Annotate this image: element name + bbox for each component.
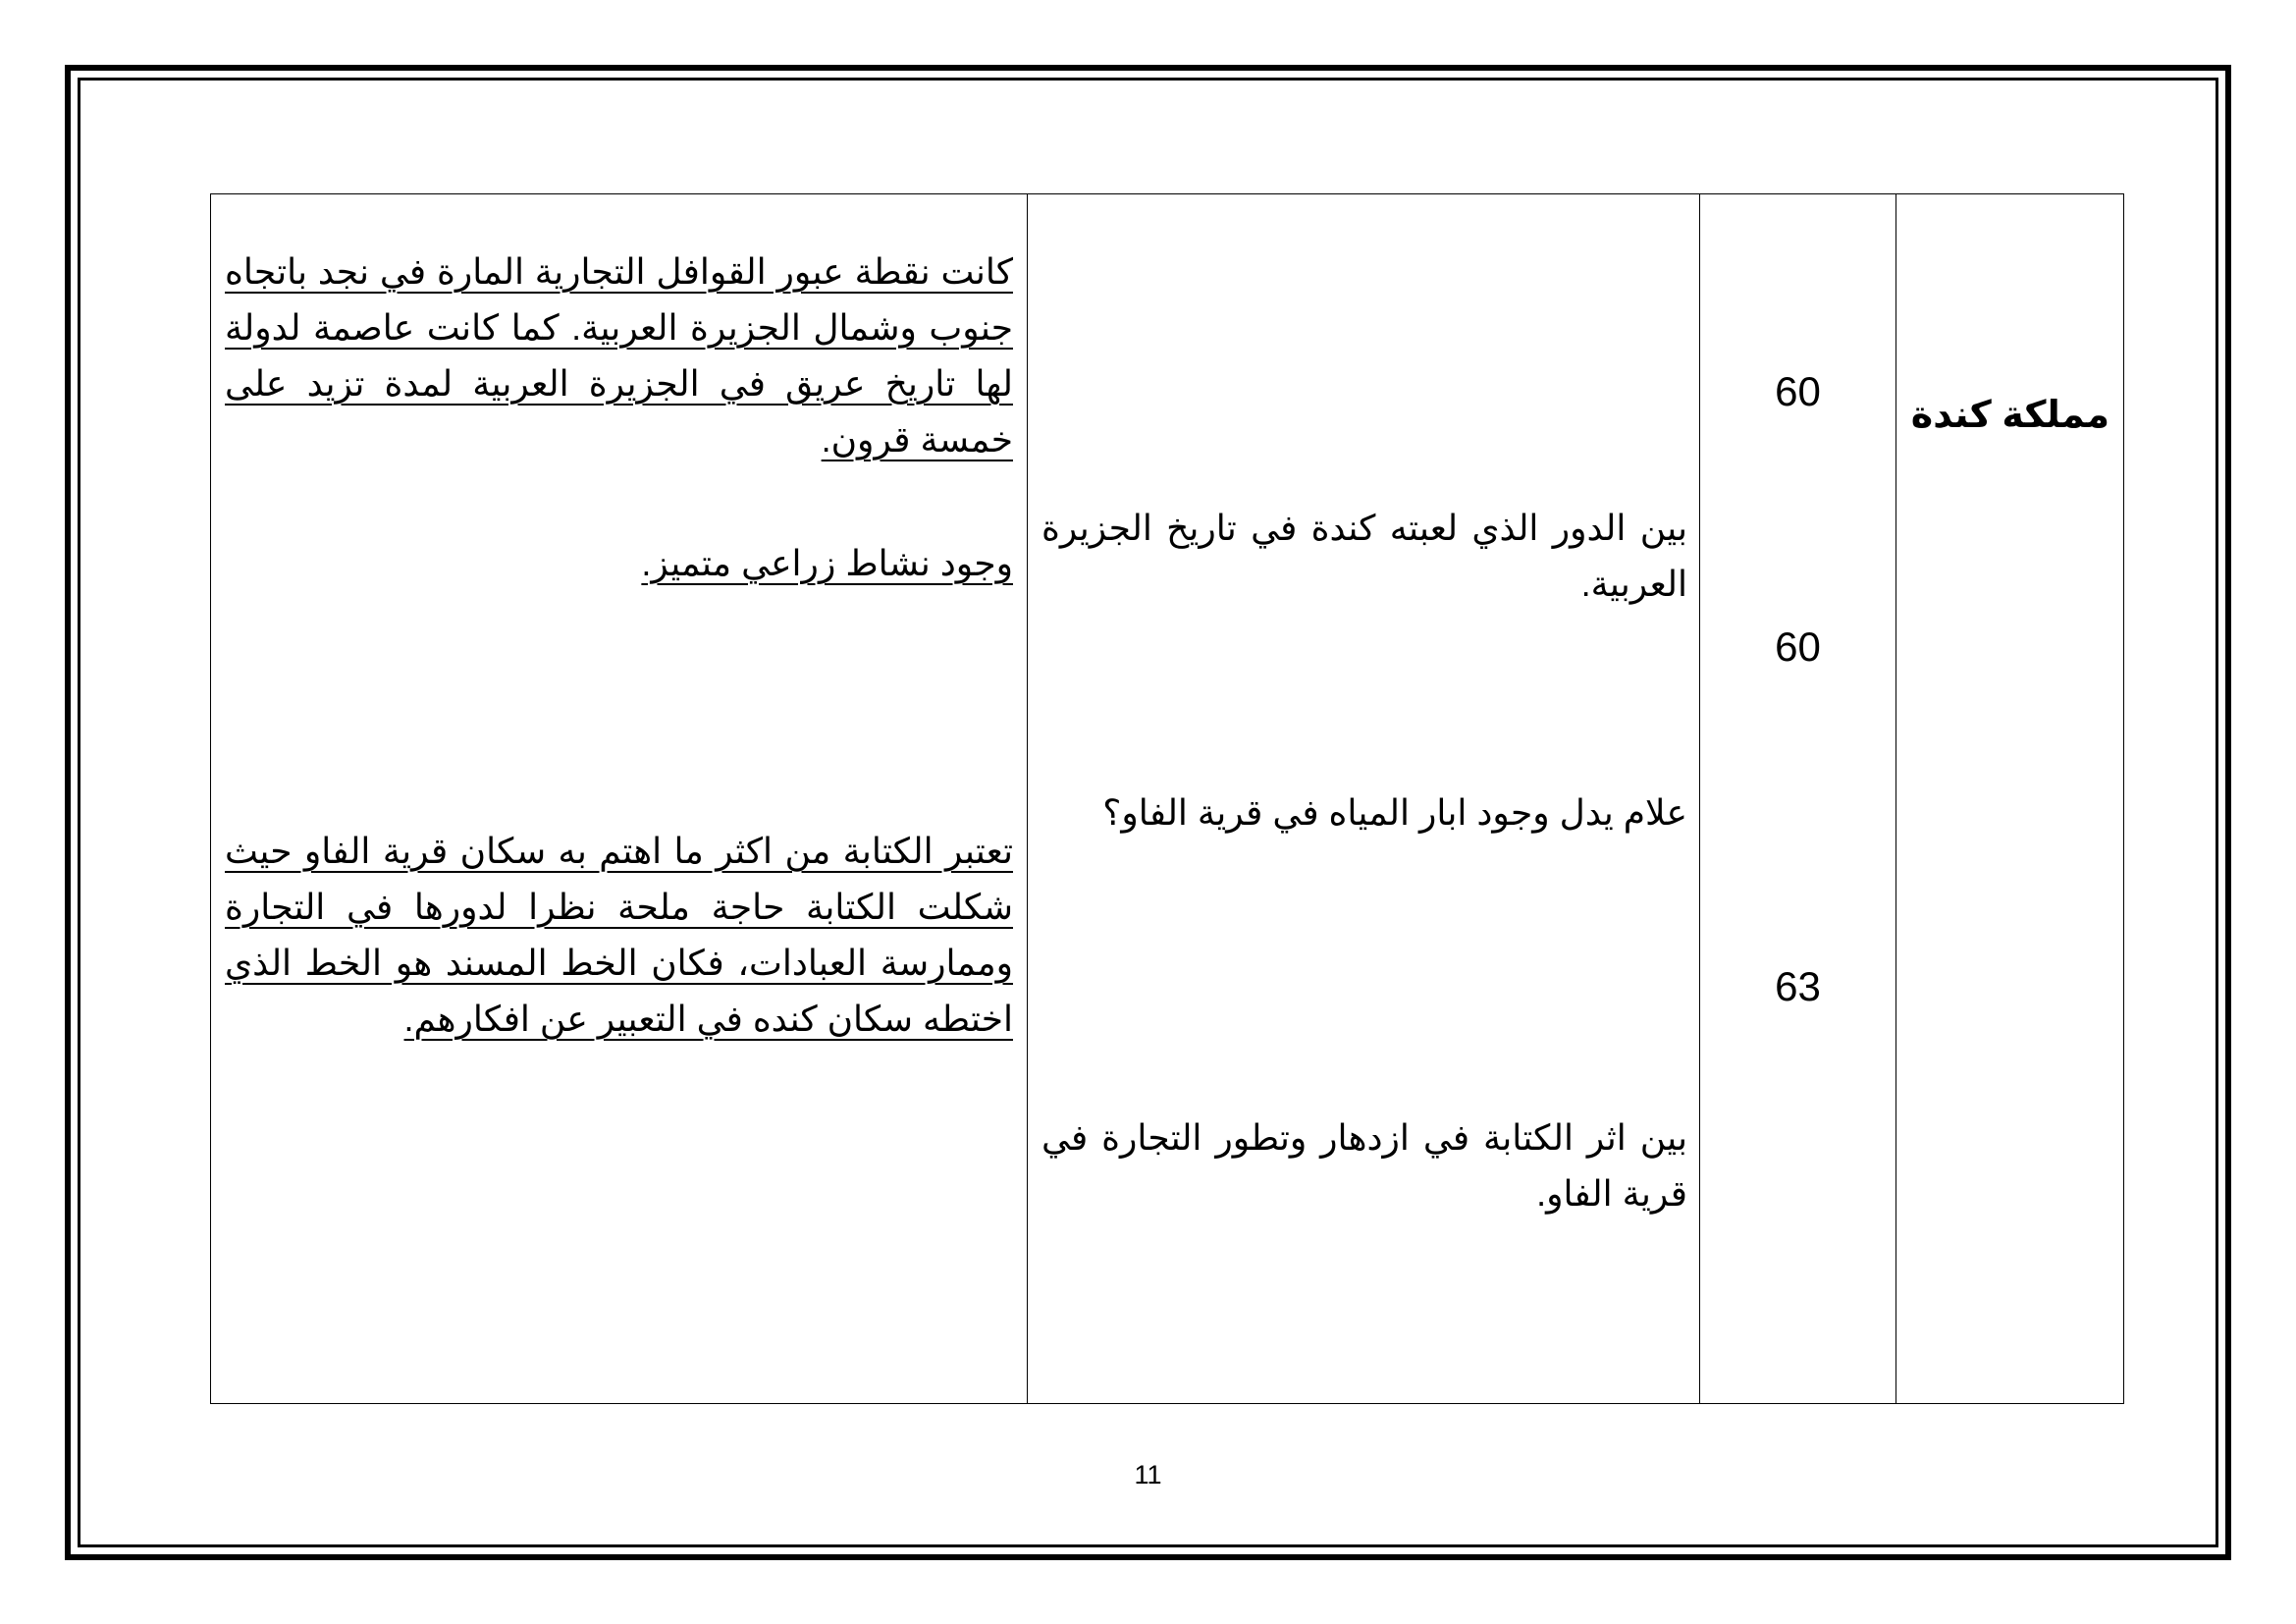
- question-1: بين الدور الذي لعبته كندة في تاريخ الجزيرة العربية.: [1041, 508, 1687, 604]
- page-number: 11: [1134, 1460, 1162, 1489]
- question-2: علام يدل وجود ابار المياه في قرية الفاو؟: [1102, 792, 1687, 833]
- answers-cell: [211, 194, 1028, 1404]
- topic-cell: [1896, 194, 2124, 1404]
- answer-2: وجود نشاط زراعي متميز.: [641, 543, 1013, 583]
- table-row: [211, 194, 2124, 1404]
- answer-3: تعتبر الكتابة من اكثر ما اهتم به سكان قرية الفاو حيث شكلت الكتابة حاجة ملحة نظرا لدورها في التجارة وممارسة العبادات، فكان الخط المسند هو الخط الذي اختطه سكان كنده في التعبير عن افكارهم.: [225, 831, 1013, 1039]
- questions-cell: [1028, 194, 1700, 1404]
- page-refs-cell: [1700, 194, 1896, 1404]
- question-3: بين اثر الكتابة في ازدهار وتطور التجارة في قرية الفاو.: [1041, 1117, 1687, 1214]
- kingdom-title: مملكة كندة: [1910, 395, 2109, 436]
- page-ref-1: 60: [1775, 368, 1821, 414]
- answer-1: كانت نقطة عبور القوافل التجارية المارة في نجد باتجاه جنوب وشمال الجزيرة العربية. كما كانت عاصمة لدولة لها تاريخ عريق في الجزيرة العربية لمدة تزيد على خمسة قرون.: [225, 251, 1013, 460]
- page-ref-3: 63: [1775, 963, 1821, 1009]
- page-ref-2: 60: [1775, 623, 1821, 670]
- lesson-table: [210, 193, 2124, 1404]
